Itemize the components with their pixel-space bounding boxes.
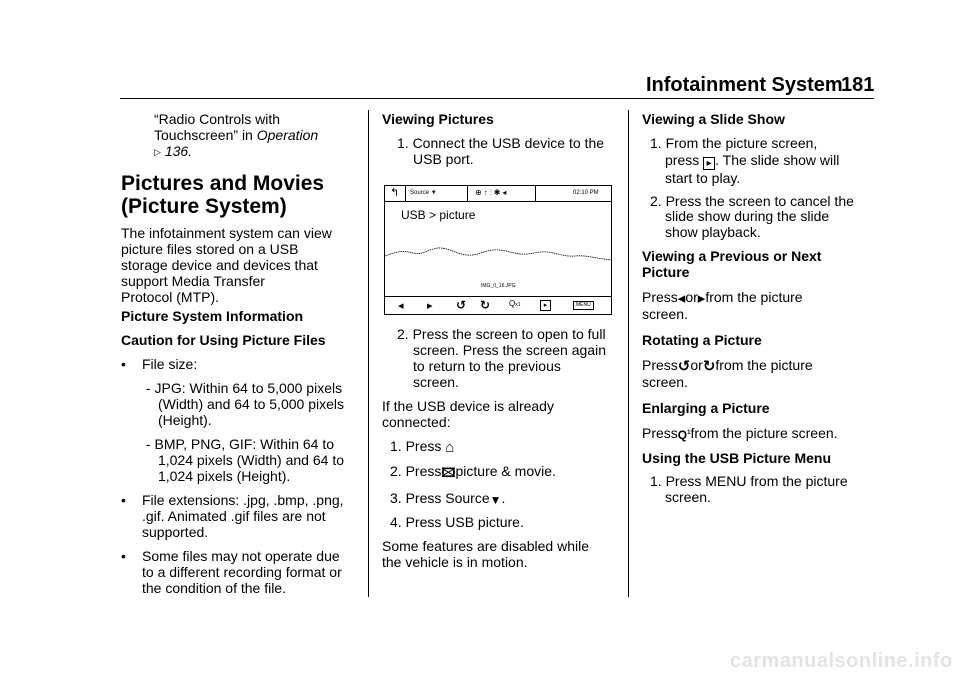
enlarge-text: PressQ$^1$from the picture screen.: [642, 425, 838, 442]
screen-status-bar: [385, 186, 611, 202]
enlarge-heading: Enlarging a Picture: [642, 400, 770, 416]
section-title-line1: Pictures and Movies: [121, 172, 325, 195]
next-icon[interactable]: ▸: [427, 300, 433, 312]
bullet-dot: •: [121, 548, 126, 564]
substep4: 4. Press USB picture.: [390, 514, 524, 530]
picture-movie-icon: 🖾: [441, 465, 456, 480]
zoom-icon[interactable]: Qx1: [509, 299, 521, 308]
bmp-line2: 1,024 pixels (Width) and 64 to: [158, 452, 344, 468]
disabled-line1: Some features are disabled while: [382, 538, 590, 554]
disabled-line2: the vehicle is in motion.: [382, 554, 528, 570]
cross-ref-line1: “Radio Controls with: [154, 111, 281, 127]
step2-line1: 2. Press the screen to open to full: [397, 326, 606, 342]
bullet-ops-line3: the condition of the file.: [142, 580, 286, 596]
jpg-line3: (Height).: [158, 412, 212, 428]
section-title-line2: (Picture System): [121, 195, 287, 218]
cross-ref-line2: Touchscreen” in Operation: [154, 127, 319, 143]
if-connected-line1: If the USB device is already: [382, 398, 554, 414]
source-down-icon: ▼: [489, 493, 502, 507]
if-connected-line2: connected:: [382, 414, 451, 430]
intro-line2: picture files stored on a USB: [121, 241, 299, 257]
info-heading: Picture System Information: [121, 308, 304, 324]
bullet-dot: •: [121, 356, 126, 372]
prevnext-text: Press◂or▸from the picture: [642, 289, 803, 307]
screen-filename: IMG_0_16.JPG: [481, 283, 516, 289]
rotate-heading: Rotating a Picture: [642, 332, 762, 348]
menu-button[interactable]: MENU: [573, 301, 594, 310]
bullet-dot: •: [121, 492, 126, 508]
bullet-ext-line2: .gif. Animated .gif files are not: [142, 508, 326, 524]
intro-line4: support Media Transfer: [121, 273, 265, 289]
prevnext-heading-line1: Viewing a Previous or Next: [642, 248, 822, 264]
page-number: 181: [841, 74, 875, 96]
back-arrow-icon[interactable]: ↰: [390, 187, 400, 199]
watermark: carmanualsonline.info: [730, 650, 953, 672]
slideshow-icon: ▸: [703, 157, 715, 170]
menu-heading: Using the USB Picture Menu: [642, 450, 832, 466]
step2-line2: screen. Press the screen again: [413, 342, 606, 358]
rotate-text-line2: screen.: [642, 374, 688, 390]
step1-line1: 1. Connect the USB device to the: [397, 135, 605, 151]
slide-step1-line1: 1. From the picture screen,: [650, 135, 818, 151]
menu-step1-line1: 1. Press MENU from the picture: [650, 473, 848, 489]
page-ref-link[interactable]: ▷ 136.: [154, 143, 193, 159]
slide-step2-line3: show playback.: [665, 224, 761, 240]
slide-step2-line1: 2. Press the screen to cancel the: [650, 193, 854, 209]
screen-breadcrumb: USB > picture: [401, 208, 476, 222]
substep2: 2. Press🖾picture & movie.: [390, 463, 556, 480]
intro-line5: Protocol (MTP).: [121, 289, 220, 305]
rotate-text: Press↺or↻from the picture: [642, 357, 813, 375]
step2-line4: screen.: [413, 374, 459, 390]
caution-heading: Caution for Using Picture Files: [121, 332, 326, 348]
bmp-line1: - BMP, PNG, GIF: Within 64 to: [146, 436, 335, 452]
home-icon: ⌂: [445, 439, 455, 456]
slide-step1-line3: start to play.: [665, 170, 741, 186]
bullet-ext-line3: supported.: [142, 524, 209, 540]
viewing-pictures-heading: Viewing Pictures: [382, 111, 494, 127]
jpg-line2: (Width) and 64 to 5,000 pixels: [158, 396, 344, 412]
step2-line3: to return to the previous: [413, 358, 561, 374]
rotate-right-icon: ↻: [702, 358, 716, 375]
prevnext-text-line2: screen.: [642, 306, 688, 322]
source-arrow-icon: ▼: [430, 190, 437, 196]
substep3: 3. Press Source▼.: [390, 490, 506, 507]
picture-screen-illustration: [384, 185, 612, 315]
slide-show-heading: Viewing a Slide Show: [642, 111, 785, 127]
menu-step1-line2: screen.: [665, 489, 711, 505]
previous-icon: ◂: [677, 290, 686, 307]
next-icon: ▸: [697, 290, 706, 307]
source-button[interactable]: Source ▼: [410, 190, 437, 196]
slide-step1-line2: press ▸ . The slide show will: [665, 152, 840, 169]
bullet-ops-line2: to a different recording format or: [142, 564, 342, 580]
status-icons: ⊕↑⫶✱◂: [475, 188, 509, 197]
picture-image: [385, 242, 611, 268]
jpg-line1: - JPG: Within 64 to 5,000 pixels: [146, 380, 343, 396]
bullet-ops-line1: Some files may not operate due: [142, 548, 340, 564]
column-rule-2: [628, 110, 629, 597]
screen-control-bar: [385, 296, 611, 315]
zoom-icon: $Q^1$: [677, 428, 691, 442]
screen-clock: 02:10 PM: [573, 190, 599, 196]
rotate-left-icon: ↺: [677, 358, 691, 375]
page-ref-arrow-icon: ▷: [154, 147, 161, 157]
previous-icon[interactable]: ◂: [398, 300, 404, 312]
intro-line3: storage device and devices that: [121, 257, 318, 273]
substep1: 1. Press ⌂: [390, 438, 455, 456]
rotate-left-icon[interactable]: ↺: [456, 298, 467, 312]
bmp-line3: 1,024 pixels (Height).: [158, 468, 291, 484]
rotate-right-icon[interactable]: ↻: [480, 298, 491, 312]
bullet-file-size: File size:: [142, 356, 198, 372]
slide-step2-line2: slide show during the slide: [665, 208, 830, 224]
prevnext-heading-line2: Picture: [642, 264, 690, 280]
bullet-ext-line1: File extensions: .jpg, .bmp, .png,: [142, 492, 344, 508]
intro-line1: The infotainment system can view: [121, 225, 332, 241]
header-rule: [120, 98, 874, 99]
running-head: Infotainment System: [646, 74, 843, 96]
column-rule-1: [368, 110, 369, 597]
slideshow-icon[interactable]: ▸: [540, 300, 551, 311]
step1-line2: USB port.: [413, 151, 474, 167]
